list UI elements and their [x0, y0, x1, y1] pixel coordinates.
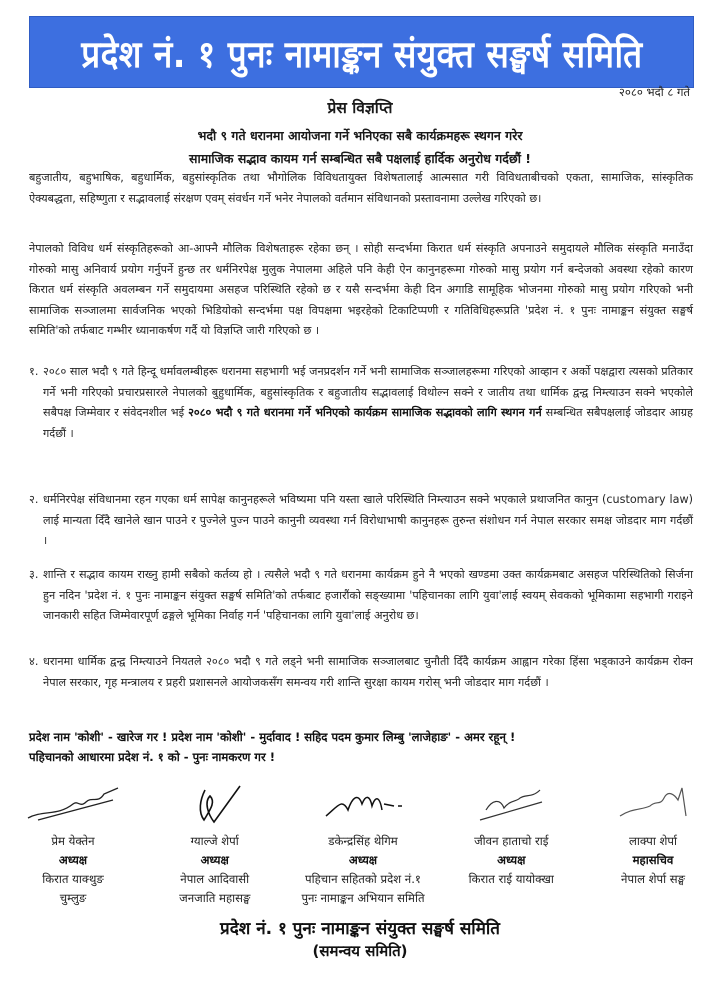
signatory-org: चुम्लुङ [59, 891, 87, 905]
point-text: धरानमा धार्मिक द्वन्द्व निम्त्याउने नियतले २०८० भदौ ९ गते लड्ने भनी सामाजिक सञ्जालबाट चुनौती दिँदै कार्यक्रम आह्वान गरेका हिंसा भड्काउने कार्यक्रम रोक्न नेपाल सरकार, गृह मन्त्रालय र प्रहरी प्रशासनले आयोजकसँग समन्वय गरी शान्ति सुरक्षा कायम गरोस् भनी जोडदार माग गर्दछौं । [43, 655, 693, 689]
footer-committee [0, 918, 720, 962]
footer-subcommittee: (समन्वय समिति) [312, 942, 408, 960]
point-text: शान्ति र सद्भाव कायम राख्नु हामी सबैको कर्तव्य हो । त्यसैले भदौ ९ गते धरानमा कार्यक्रम हुने नै भएको खण्डमा उक्त कार्यक्रमबाट असहज परिस्थितिको सिर्जना हुन नदिन 'प्रदेश नं. १ पुनः नामाङ्कन संयुक्त सङ्घर्ष समिति'को तर्फबाट हजारौंको सङ्ख्यामा 'पहिचानका लागि युवा'लाई स्वयम् सेवकको भूमिकामा सहभागी गराइने जानकारी सहित जिम्मेवारपूर्ण ढङ्गले भूमिका निर्वाह गर्न 'पहिचानका लागि युवा'लाई अनुरोध छ। [43, 568, 693, 623]
signature-icon [160, 780, 270, 830]
point-text: २०८० साल भदौ ९ गते हिन्दू धर्मावलम्बीहरू धरानमा सहभागी भई जनप्रदर्शन गर्ने भनी सामाजिक सञ्जालहरूमा गरिएको आव्हान र अर्को पक्षद्वारा त्यसको प्रतिकार गर्ने भनी गरिएको प्रचारप्रसारले नेपालको बुहुधार्मिक, बहुसांस्कृतिक र बहुजातीय सद्भावलाई विथोल्न सक्ने र जातीय तथा धार्मिक द्वन्द्व निम्त्याउन सक्ने भएकोले सबैपक्ष जिम्मेवार र संवेदनशील भई [43, 365, 693, 420]
subheading-line-2: सामाजिक सद्भाव कायम गर्न सम्बन्धित सबै पक्षलाई हार्दिक अनुरोध गर्दछौं ! [189, 151, 531, 166]
signatory-role: महासचिव [632, 853, 674, 867]
signatory [18, 780, 128, 908]
point-text-bold: २०८० भदौ ९ गते धरानमा गर्ने भनिएको कार्यक्रम सामाजिक सद्भावको लागि स्थगन गर्न [188, 406, 542, 420]
point-number: ३. [29, 568, 39, 581]
signature-icon [18, 780, 128, 830]
slogan-line-1: प्रदेश नाम 'कोशी' - खारेज गर ! प्रदेश नाम 'कोशी' - मुर्दावाद ! सहिद पदम कुमार लिम्बु 'लाजेहाङ' - अमर रहून् ! [29, 730, 516, 744]
signatory-name: प्रेम येक्तेन [51, 834, 95, 848]
signatory [598, 780, 708, 908]
point-text: धर्मनिरपेक्ष संविधानमा रहन गएका धर्म सापेक्ष कानुनहरूले भविष्यमा पनि यस्ता खाले परिस्थिति निम्त्याउन सक्ने भएकाले प्रथाजनित कानुन (customary law) लाई मान्यता दिँदै खानेले खान पाउने र पुज्नेले पुज्न पाउने कानुनी व्यवस्था गर्न विरोधाभाषी कानुनहरू तुरुन्त संशोधन गर्न नेपाल सरकार समक्ष जोडदार माग गर्दछौं । [43, 493, 693, 548]
context-paragraph: नेपालको विविध धर्म संस्कृतिहरूको आ-आफ्नै मौलिक विशेषताहरू रहेका छन् । सोही सन्दर्भमा किरात धर्म संस्कृति अपनाउने समुदायले मौलिक संस्कृति मनाउँदा गोरुको मासु अनिवार्य प्रयोग गर्नुपर्ने हुन्छ तर धर्मनिरपेक्ष मुलुक नेपालमा अहिले पनि केही ऐन कानुनहरूमा गोरुको मासु प्रयोग गर्न बन्देजको अवस्था रहेको कारण किरात धर्म संस्कृति अवलम्बन गर्ने समुदायमा असहज परिस्थिति रहेको छ र यसै सन्दर्भमा केही दिन अगाडि सामूहिक भोजनमा गोरुको मासु प्रयोग गरिएको भनी सामाजिक सञ्जालमा सार्वजनिक भएको भिडियोको सन्दर्भमा पक्ष विपक्षमा भइरहेको टिकाटिप्पणी र गतिविधिहरूप्रति 'प्रदेश नं. १ पुनः नामाङ्कन संयुक्त सङ्घर्ष समिति'को तर्फबाट गम्भीर ध्यानाकर्षण गर्दै यो विज्ञप्ति जारी गरिएको छ । [29, 242, 693, 338]
slogans [29, 727, 693, 767]
signatories [18, 780, 708, 908]
press-release-subheading [0, 124, 720, 170]
signatory-org: जनजाति महासङ्घ [179, 891, 251, 905]
signatory-org: नेपाल शेर्पा सङ्घ [621, 872, 685, 886]
release-date: २०८० भदौ ८ गते [618, 85, 690, 99]
intro-paragraph: बहुजातीय, बहुभाषिक, बहुधार्मिक, बहुसांस्कृतिक तथा भौगोलिक विविधतायुक्त विशेषतालाई आत्मसात गरी विविधताबीचको एकता, सामाजिक, सांस्कृतिक ऐक्यबद्धता, सहिष्णुता र सद्भावलाई संरक्षण एवम् संवर्धन गर्ने भनेर नेपालको वर्तमान संविधानको प्रस्तावनामा उल्लेख गरिएको छ। [29, 171, 693, 205]
signatory-name: डकेन्द्रसिंह थेगिम [328, 834, 398, 848]
point-text: सम्बन्धित सबैपक्षलाई जोडदार आग्रह गर्दछौं । [43, 406, 693, 440]
signatory-name: ग्याल्जे शेर्पा [190, 834, 239, 848]
signatory-org: किरात राई यायोक्खा [468, 872, 554, 886]
signatory-role: अध्यक्ष [58, 853, 88, 867]
signature-icon [308, 780, 418, 830]
point-1 [29, 362, 693, 444]
signatory-name: जीवन हाताचो राई [474, 834, 549, 848]
signatory [301, 780, 424, 908]
signatory-role: अध्यक्ष [497, 853, 526, 867]
signatory-org: पहिचान सहितको प्रदेश नं.१ [305, 872, 421, 886]
signatory-role: अध्यक्ष [200, 853, 229, 867]
signature-icon [456, 780, 566, 830]
signatory-org: नेपाल आदिवासी [180, 872, 250, 886]
signatory-org: पुनः नामाङ्कन अभियान समिति [301, 891, 425, 905]
banner-title: प्रदेश नं. १ पुनः नामाङ्कन संयुक्त सङ्घर्ष समिति [80, 32, 643, 76]
signatory [160, 780, 270, 908]
point-number: २. [29, 493, 39, 506]
point-number: ४. [29, 655, 39, 668]
point-2 [29, 490, 693, 552]
signatory [456, 780, 566, 908]
point-3 [29, 565, 693, 627]
subheading-line-1: भदौ ९ गते धरानमा आयोजना गर्ने भनिएका सबै कार्यक्रमहरू स्थगन गरेर [197, 128, 523, 143]
signatory-org: किरात याक्थुङ [42, 872, 104, 886]
header-banner [29, 16, 694, 88]
point-number: १. [29, 365, 39, 378]
signature-icon [598, 780, 708, 830]
footer-committee-name: प्रदेश नं. १ पुनः नामाङ्कन संयुक्त सङ्घर्ष समिति [220, 919, 500, 939]
signatory-name: लाक्पा शेर्पा [629, 834, 677, 848]
point-4 [29, 652, 693, 693]
press-release-title: प्रेस विज्ञप्ति [327, 99, 393, 117]
slogan-line-2: पहिचानको आधारमा प्रदेश नं. १ को - पुनः नामकरण गर ! [29, 750, 276, 764]
signatory-role: अध्यक्ष [348, 853, 378, 867]
